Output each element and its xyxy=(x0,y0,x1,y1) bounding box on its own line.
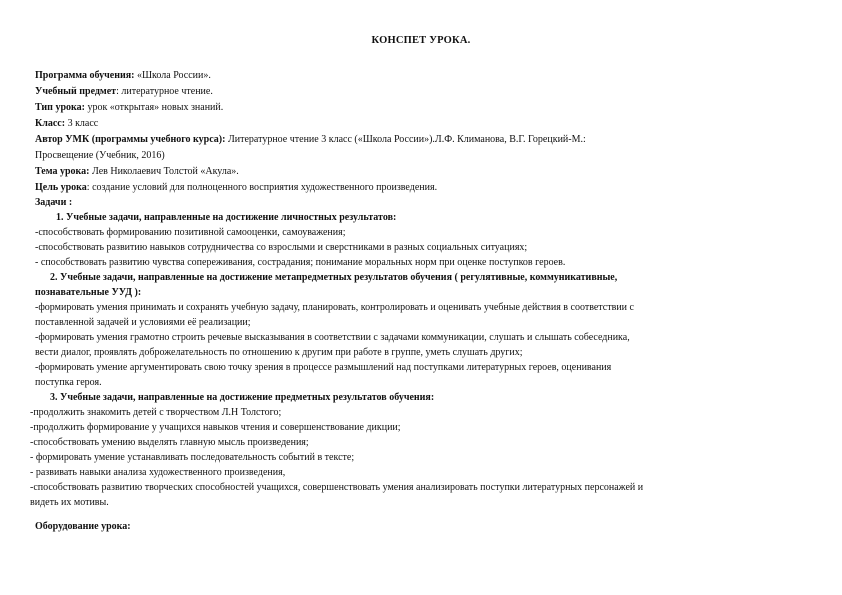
equipment-label: Оборудование урока: xyxy=(35,521,131,532)
meta-item: вести диалог, проявлять доброжелательность по отношению к другим при работе в группе, уметь слушать других; xyxy=(35,347,523,358)
page-title: КОНСПЕТ УРОКА. xyxy=(371,35,471,46)
subject-results-heading: 3. Учебные задачи, направленные на достижение предметных результатов обучения: xyxy=(50,392,435,403)
subject-results-item: -продолжить знакомить детей с творчеством Л.Н Толстого; xyxy=(30,407,282,418)
program-value: «Школа России». xyxy=(134,70,211,81)
author-label: Автор УМК (программы учебного курса): xyxy=(35,134,226,145)
meta-item: -формировать умение аргументировать свою точку зрения в процессе размышлений над поступками литературных героев, оценивания xyxy=(35,362,612,373)
grade-line xyxy=(35,117,98,131)
subject-results-item: - формировать умение устанавливать последовательность событий в тексте; xyxy=(30,452,355,463)
lesson-type-line xyxy=(35,101,223,115)
subject-results-item: -способствовать развитию творческих способностей учащихся, совершенствовать умения анализировать поступки литературных персонажей и xyxy=(30,482,644,493)
author-value: Литературное чтение 3 класс («Школа России»).Л.Ф. Климанова, В.Г. Горецкий-М.: xyxy=(225,134,586,145)
author-continuation: Просвещение (Учебник, 2016) xyxy=(35,150,165,161)
tasks-label: Задачи : xyxy=(35,197,73,208)
personal-heading: 1. Учебные задачи, направленные на достижение личностных результатов: xyxy=(56,212,397,223)
goal-line xyxy=(35,181,437,195)
topic-label: Тема урока: xyxy=(35,166,90,177)
lesson-type-value: урок «открытая» новых знаний. xyxy=(84,102,224,113)
goal-label: Цель урока xyxy=(35,182,87,193)
lesson-type-label: Тип урока: xyxy=(35,102,85,113)
meta-heading: 2. Учебные задачи, направленные на достижение метапредметных результатов обучения ( регулятивные, коммуникативные, xyxy=(50,272,618,283)
personal-item: -способствовать развитию навыков сотрудничества со взрослыми и сверстниками в разных социальных ситуациях; xyxy=(35,242,528,253)
topic-line xyxy=(35,165,239,179)
grade-label: Класс: xyxy=(35,118,66,129)
subject-results-item: -продолжить формирование у учащихся навыков чтения и совершенствование дикции; xyxy=(30,422,401,433)
goal-value: : создание условий для полноценного восприятия художественного произведения. xyxy=(86,182,438,193)
subject-value: : литературное чтение. xyxy=(116,86,213,97)
meta-heading-continuation: познавательные УУД ): xyxy=(35,287,142,298)
topic-value: Лев Николаевич Толстой «Акула». xyxy=(89,166,239,177)
author-line xyxy=(35,133,586,147)
program-line xyxy=(35,69,211,83)
subject-results-item: видеть их мотивы. xyxy=(30,497,109,508)
program-label: Программа обучения: xyxy=(35,70,135,81)
subject-label: Учебный предмет xyxy=(35,86,117,97)
meta-item: поставленной задачей и условиями её реализации; xyxy=(35,317,251,328)
meta-item: -формировать умения грамотно строить речевые высказывания в соответствии с задачами коммуникации, слушать и слышать собеседника, xyxy=(35,332,630,343)
meta-item: поступка героя. xyxy=(35,377,102,388)
subject-line xyxy=(35,85,213,99)
grade-value: 3 класс xyxy=(65,118,99,129)
subject-results-item: -способствовать умению выделять главную мысль произведения; xyxy=(30,437,309,448)
personal-item: -способствовать формированию позитивной самооценки, самоуважения; xyxy=(35,227,346,238)
personal-item: - способствовать развитию чувства сопереживания, сострадания; понимание моральных норм при оценке поступков героев. xyxy=(35,257,566,268)
meta-item: -формировать умения принимать и сохранять учебную задачу, планировать, контролировать и оценивать учебные действия в соответствии с xyxy=(35,302,634,313)
subject-results-item: - развивать навыки анализа художественного произведения, xyxy=(30,467,286,478)
